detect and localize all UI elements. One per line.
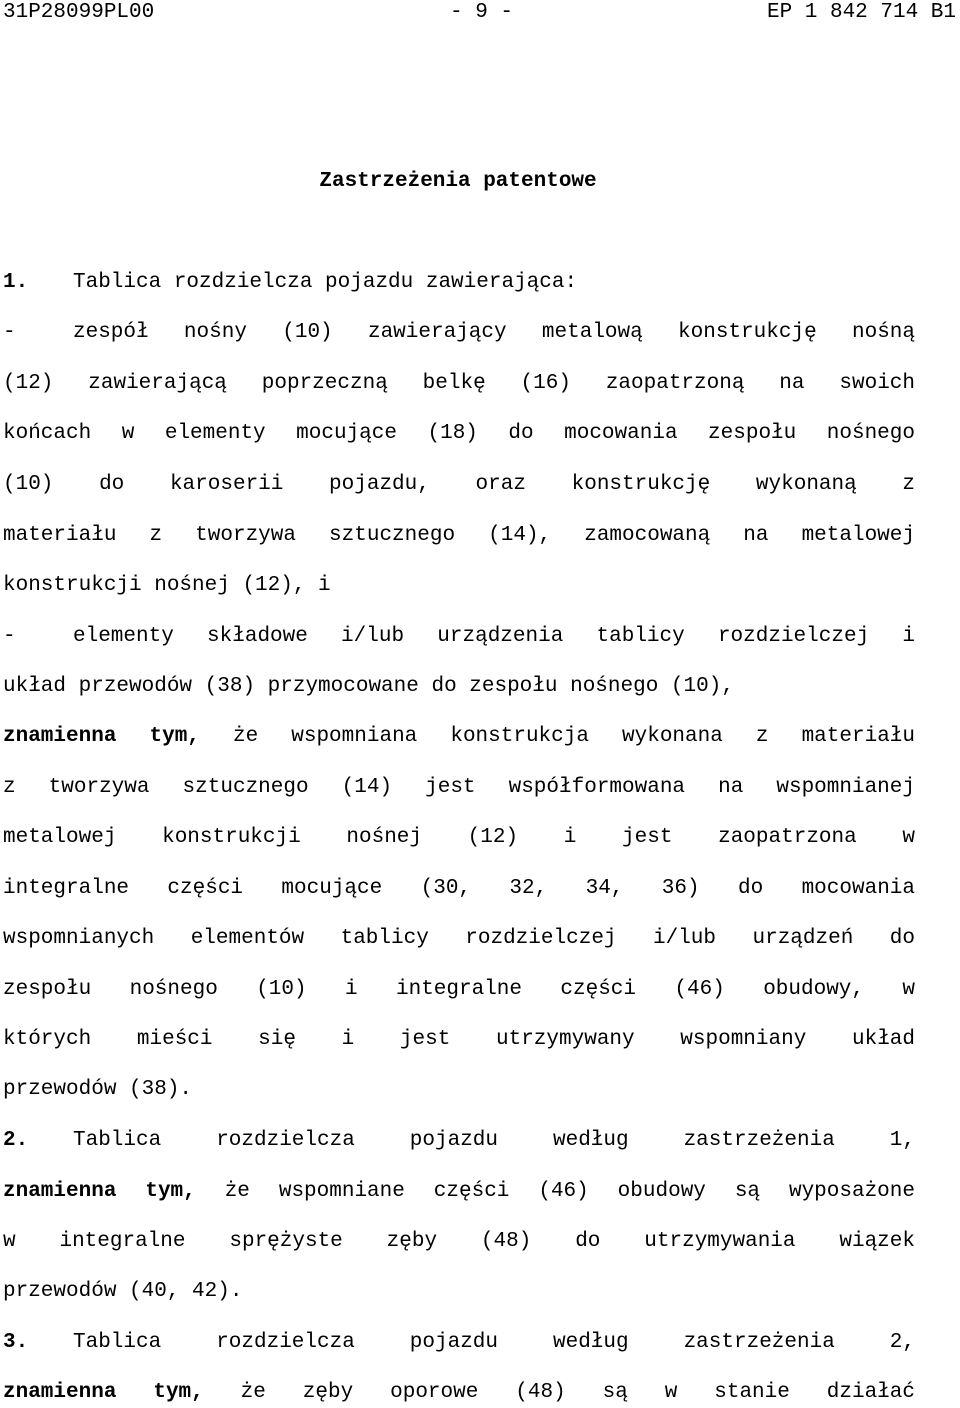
claim-1-line-4: końcach w elementy mocujące (18) do mocowania zespołu nośnego bbox=[3, 422, 915, 445]
claim-1-line-2 bbox=[3, 318, 915, 348]
claim-1-line-1 bbox=[3, 268, 915, 298]
claim-1-line-14: wspomnianych elementów tablicy rozdzielczej i/lub urządzeń do bbox=[3, 927, 915, 950]
claim-1-number: 1. bbox=[3, 271, 29, 294]
claim-1-line-8 bbox=[3, 622, 915, 652]
claim-3-line-1 bbox=[3, 1328, 915, 1358]
claim-1-line-3: (12) zawierającą poprzeczną belkę (16) zaopatrzoną na swoich bbox=[3, 372, 915, 395]
claim-keyword: znamienna tym, bbox=[3, 1381, 204, 1404]
patent-number: EP 1 842 714 B1 bbox=[766, 1, 956, 24]
claim-keyword: znamienna tym, bbox=[3, 1180, 196, 1203]
claim-1-line-13: integralne części mocujące (30, 32, 34, 36) do mocowania bbox=[3, 877, 915, 900]
page-title: Zastrzeżenia patentowe bbox=[319, 170, 597, 193]
claim-3-line-2: znamienna tym, że zęby oporowe (48) są w stanie działać bbox=[3, 1381, 915, 1404]
claim-2-line-3: w integralne sprężyste zęby (48) do utrzymywania wiązek bbox=[3, 1230, 915, 1253]
claim-1-line-7: konstrukcji nośnej (12), i bbox=[3, 574, 331, 597]
document-reference: 31P28099PL00 bbox=[3, 1, 155, 24]
claim-2-line-2: znamienna tym, że wspomniane części (46) obudowy są wyposażone bbox=[3, 1180, 915, 1203]
claim-1-line-5: (10) do karoserii pojazdu, oraz konstrukcję wykonaną z bbox=[3, 473, 915, 496]
claim-1-line-16: których mieści się i jest utrzymywany wspomniany układ bbox=[3, 1028, 915, 1051]
claim-1-line-6: materiału z tworzywa sztucznego (14), zamocowaną na metalowej bbox=[3, 524, 915, 547]
claim-2-number: 2. bbox=[3, 1129, 29, 1152]
claim-2-line-1 bbox=[3, 1126, 915, 1156]
page-number: - 9 - bbox=[450, 1, 514, 24]
claim-1-line-15: zespołu nośnego (10) i integralne części (46) obudowy, w bbox=[3, 978, 915, 1001]
claim-1-line-10: znamienna tym, że wspomniana konstrukcja wykonana z materiału bbox=[3, 725, 916, 748]
claim-1-line-11: z tworzywa sztucznego (14) jest współformowana na wspomnianej bbox=[3, 776, 915, 799]
claim-1-line-17: przewodów (38). bbox=[3, 1078, 193, 1101]
list-dash: - bbox=[3, 321, 16, 344]
page-header bbox=[0, 0, 960, 26]
claim-keyword: znamienna tym, bbox=[3, 725, 200, 748]
claim-3-number: 3. bbox=[3, 1331, 29, 1354]
claim-3-text: Tablica rozdzielcza pojazdu według zastrzeżenia 2, bbox=[73, 1331, 915, 1354]
claim-1-text: zespół nośny (10) zawierający metalową konstrukcję nośną bbox=[73, 321, 915, 344]
claim-1-text: Tablica rozdzielcza pojazdu zawierająca: bbox=[73, 271, 578, 294]
list-dash: - bbox=[3, 625, 16, 648]
claim-2-text: Tablica rozdzielcza pojazdu według zastrzeżenia 1, bbox=[73, 1129, 915, 1152]
claim-2-line-4: przewodów (40, 42). bbox=[3, 1280, 243, 1303]
claim-1-line-12: metalowej konstrukcji nośnej (12) i jest zaopatrzona w bbox=[3, 826, 915, 849]
claim-1-text: elementy składowe i/lub urządzenia tablicy rozdzielczej i bbox=[73, 625, 915, 648]
claim-1-line-9: układ przewodów (38) przymocowane do zespołu nośnego (10), bbox=[3, 675, 734, 698]
